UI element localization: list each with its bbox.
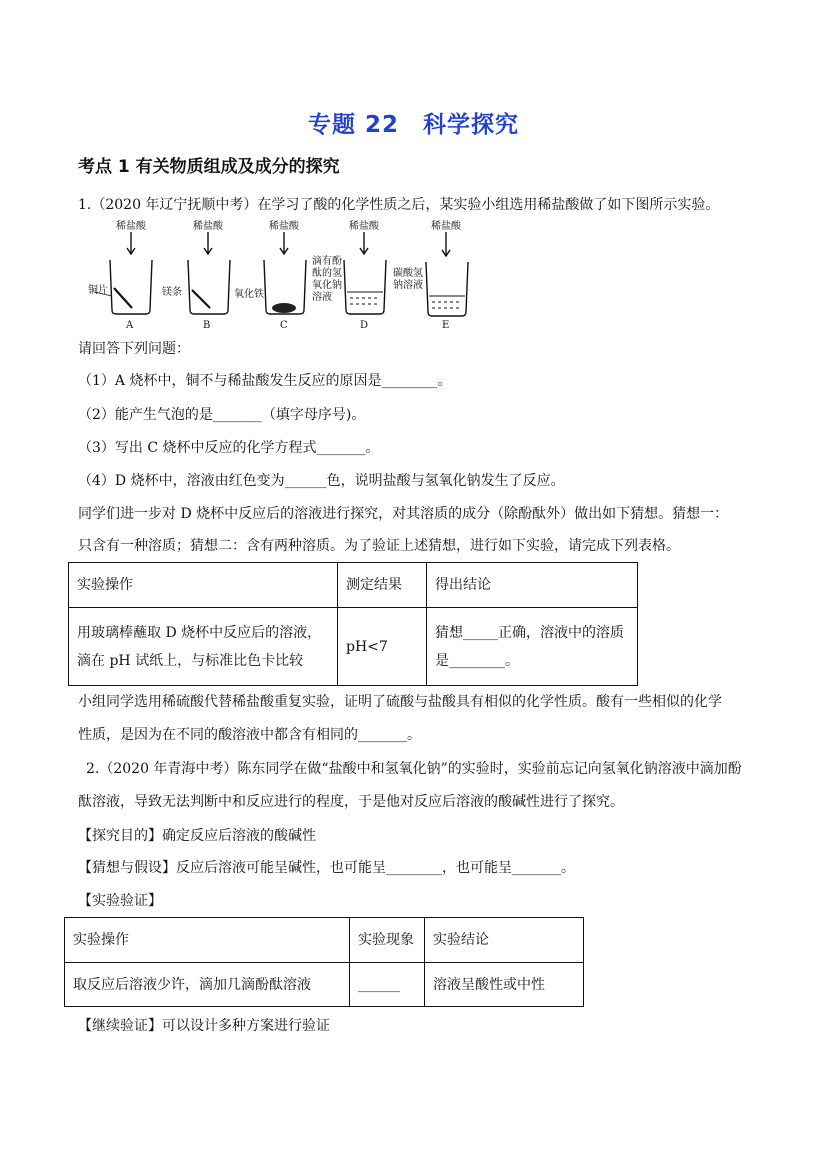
q1-conc-line1: 猜想_____正确，溶液中的溶质 — [435, 624, 624, 641]
beakers-figure — [88, 218, 488, 330]
iron-oxide-lump — [272, 303, 296, 313]
q1-para2-line2: 性质，是因为在不同的酸溶液中都含有相同的_______。 — [78, 727, 421, 743]
content-e-1: 碳酸氢 — [393, 268, 423, 279]
q2-intro-line2: 酞溶液，导致无法判断中和反应进行的程度，于是他对反应后溶液的酸碱性进行了探究。 — [78, 794, 624, 810]
q1-op-line2: 滴在 pH 试纸上，与标准比色卡比较 — [77, 652, 304, 669]
letter-c: C — [280, 320, 288, 330]
q1-para1-line2: 只含有一种溶质；猜想二：含有两种溶质。为了验证上述猜想，进行如下实验，请完成下列表格。 — [78, 538, 680, 554]
content-d-2: 酞的氢 — [312, 268, 342, 279]
acid-label-b: 稀盐酸 — [193, 221, 223, 232]
content-e-2: 钠溶液 — [393, 280, 423, 291]
q1-th-conclusion: 得出结论 — [427, 563, 638, 608]
q2-th-phenomenon: 实验现象 — [350, 918, 425, 963]
beaker-d — [344, 260, 386, 314]
letter-a: A — [126, 320, 134, 330]
q2-purpose: 【探究目的】确定反应后溶液的酸碱性 — [78, 828, 316, 844]
letter-e: E — [442, 320, 450, 330]
q1-op-line1: 用玻璃棒蘸取 D 烧杯中反应后的溶液， — [77, 624, 322, 641]
q2-intro-line1: 2.（2020 年青海中考）陈东同学在做“盐酸中和氢氧化钠”的实验时，实验前忘记向氢氧化钠溶液中滴加酚 — [86, 761, 742, 777]
q1-sub4: （4）D 烧杯中，溶液由红色变为______色，说明盐酸与氢氧化钠发生了反应。 — [78, 473, 565, 489]
q1-para1-line1: 同学们进一步对 D 烧杯中反应后的溶液进行探究，对其溶质的成分（除酚酞外）做出如下猜想。猜想一： — [78, 506, 729, 522]
q2-table — [64, 917, 584, 1007]
q1-sub2: （2）能产生气泡的是_______（填字母序号)。 — [78, 407, 366, 423]
content-c: 氧化铁 — [234, 289, 264, 300]
section-heading: 考点 1 有关物质组成及成分的探究 — [78, 157, 340, 177]
letter-b: B — [203, 320, 211, 330]
q1-conc-line2: 是________。 — [435, 652, 519, 669]
q2-th-conclusion: 实验结论 — [425, 918, 584, 963]
q1-cell-result: pH<7 — [338, 608, 427, 686]
q1-table — [68, 562, 638, 686]
letter-d: D — [360, 320, 369, 330]
q2-cell-conclusion: 溶液呈酸性或中性 — [425, 963, 584, 1007]
q1-sub3: （3）写出 C 烧杯中反应的化学方程式_______。 — [78, 440, 380, 456]
q1-para2-line1: 小组同学选用稀硫酸代替稀盐酸重复实验，证明了硫酸与盐酸具有相似的化学性质。酸有一些相似的化学 — [78, 694, 722, 710]
page-title: 专题 22 科学探究 — [307, 112, 519, 138]
acid-label-c: 稀盐酸 — [269, 221, 299, 232]
q1-sub1: （1）A 烧杯中，铜不与稀盐酸发生反应的原因是________。 — [78, 373, 452, 389]
q1-th-result: 测定结果 — [338, 563, 427, 608]
q1-prompt: 请回答下列问题： — [78, 341, 190, 357]
q2-cell-operation: 取反应后溶液少许，滴加几滴酚酞溶液 — [65, 963, 350, 1007]
content-d-4: 溶液 — [312, 292, 332, 303]
q1-intro: 1.（2020 年辽宁抚顺中考）在学习了酸的化学性质之后，某实验小组选用稀盐酸做了如下图所示实验。 — [78, 197, 720, 213]
q2-continue: 【继续验证】可以设计多种方案进行验证 — [78, 1018, 330, 1034]
q2-hypothesis: 【猜想与假设】反应后溶液可能呈碱性，也可能呈________，也可能呈_______。 — [78, 860, 575, 876]
acid-label-e: 稀盐酸 — [431, 221, 461, 232]
q2-verify: 【实验验证】 — [78, 893, 162, 909]
q1-cell-operation — [69, 608, 338, 686]
acid-label-d: 稀盐酸 — [349, 221, 379, 232]
content-d-1: 滴有酚 — [312, 256, 342, 267]
content-b: 镁条 — [162, 287, 182, 298]
q1-th-operation: 实验操作 — [69, 563, 338, 608]
acid-label-a: 稀盐酸 — [116, 221, 146, 232]
content-d-3: 氧化钠 — [312, 280, 342, 291]
content-a: 铜片 — [88, 285, 108, 296]
q2-th-operation: 实验操作 — [65, 918, 350, 963]
q2-cell-phenomenon: ______ — [350, 963, 425, 1007]
q1-cell-conclusion — [427, 608, 638, 686]
